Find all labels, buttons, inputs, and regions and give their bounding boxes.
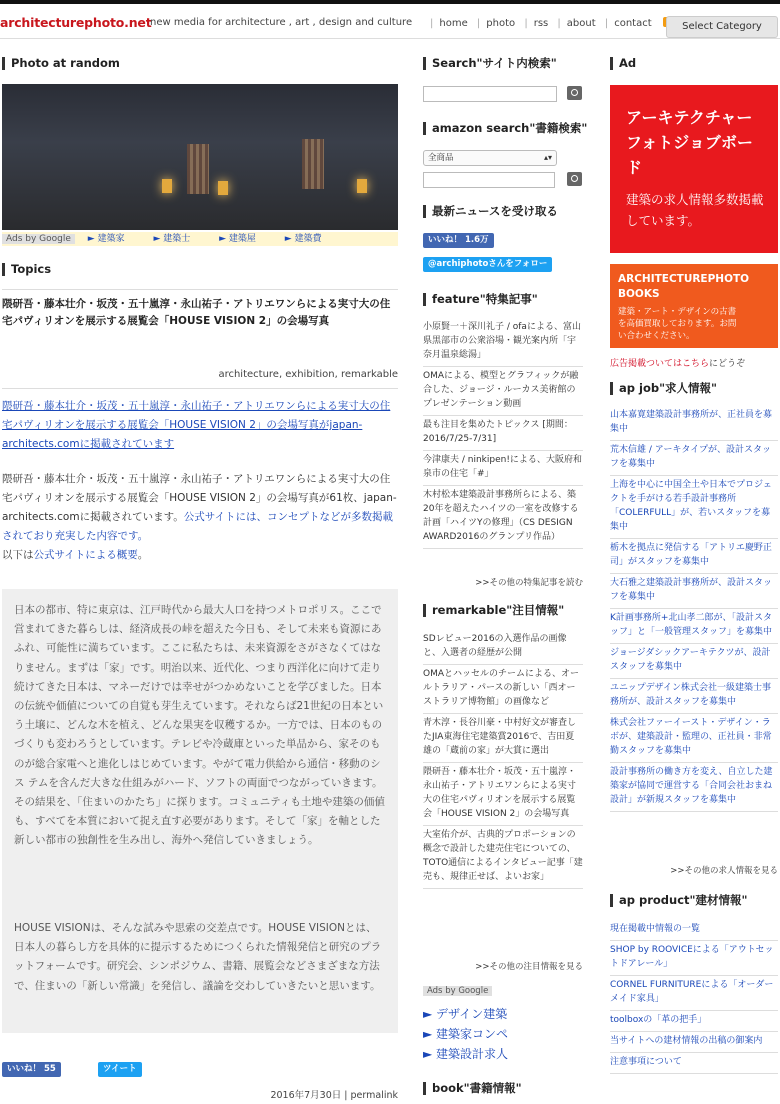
list-item[interactable]: 栃木を拠点に発信する「アトリエ慶野正司」がスタッフを募集中 <box>610 539 778 574</box>
job-board-ad-title: アーキテクチャーフォトジョブボード <box>626 108 753 177</box>
amazon-select-value: 全商品 <box>428 153 454 163</box>
divider <box>2 289 398 290</box>
chevron-down-icon: ▴▾ <box>543 153 552 162</box>
book-section-heading: book"書籍情報" <box>423 1082 522 1095</box>
ad-placement-suffix: にどうぞ <box>709 359 746 369</box>
ad-link[interactable]: ► 建築設計求人 <box>423 1047 509 1061</box>
ad-link[interactable]: ► 建築家コンペ <box>423 1027 509 1041</box>
books-ad[interactable] <box>610 264 778 348</box>
list-item[interactable]: SHOP by ROOVICEによる「アウトセットドアレール」 <box>610 941 778 976</box>
list-item[interactable]: 設計事務所の働き方を変え、自立した建築家が協同で運営する「合同会社おまね設計」が新規スタッフを募集中 <box>610 763 778 812</box>
list-item[interactable]: 青木淳・長谷川豪・中村好文が審査したJIA東海住宅建築賞2016で、吉田夏雄の「蔵前の家」が大賞に選出 <box>423 714 583 763</box>
divider <box>2 388 398 389</box>
photo-section-heading: Photo at random <box>2 57 120 70</box>
ad-placement-note <box>610 356 745 369</box>
list-item[interactable]: 木村松本建築設計事務所らによる、築20年を超えたハイツの一室を改修する計画「ハイツYの修理」（CS DESIGN AWARD2016のグランプリ作品） <box>423 486 583 549</box>
amazon-search-input[interactable] <box>423 172 555 188</box>
quote-paragraph-2: HOUSE VISIONは、そんな試みや思索の交差点です。HOUSE VISIONとは、日本人の暮らし方を具体的に提示するためにつくられた情報発信と研究のプラットフォームです。研究会、シンポジウム、書籍、展覧会などさまざまな方法で、住まいの「新しい常識」を発信し、議論を交わしていきたいと思います。 <box>14 922 382 992</box>
official-site-link[interactable]: 公式サイトには、コンセプトなどが多数掲載されており充実した内容です。 <box>2 511 393 542</box>
list-item[interactable]: 今津康夫 / ninkipen!による、大阪府和泉市の住宅「#」 <box>423 451 583 486</box>
list-item[interactable]: 上海を中心に中国全土や日本でプロジェクトを手がける若手設計事務所「COLERFULL」が、若いスタッフを募集中 <box>610 476 778 539</box>
topics-section-heading: Topics <box>2 263 51 276</box>
official-overview-link[interactable]: 公式サイトによる概要 <box>33 549 138 561</box>
list-item[interactable]: 注意事項について <box>610 1053 778 1074</box>
lamp-decor <box>162 179 172 193</box>
site-header <box>0 4 780 39</box>
lamp-decor <box>218 181 228 195</box>
lamp-decor <box>357 179 367 193</box>
article-body <box>2 470 400 565</box>
top-nav: | home | photo | rss | about | contact <box>424 17 673 29</box>
nav-home[interactable]: home <box>439 18 468 29</box>
list-item[interactable]: 最も注目を集めたトピックス [期間：2016/7/25-7/31] <box>423 416 583 451</box>
search-icon[interactable] <box>567 172 582 186</box>
job-board-ad-sub: 建築の求人情報多数掲載しています。 <box>626 192 764 228</box>
list-item[interactable]: toolboxの「革の把手」 <box>610 1011 778 1032</box>
twitter-follow-button[interactable]: @archiphotoさんをフォロー <box>423 257 552 272</box>
ad-link[interactable]: ► 建築家 <box>87 234 125 244</box>
article-body-text: 隈研吾・藤本壮介・坂茂・五十嵐淳・永山祐子・アトリエワンらによる実寸大の住宅パヴィリオンを展示する展覧会「HOUSE VISION 2」の会場写真が61枚、japan-architects.comに掲載されています。 <box>2 473 397 523</box>
news-section-heading: 最新ニュースを受け取る <box>423 205 558 218</box>
amazon-category-select[interactable] <box>423 150 557 166</box>
ad-link[interactable]: ► 建築屋 <box>219 234 256 244</box>
select-category-button[interactable]: Select Category <box>666 16 778 38</box>
list-item[interactable]: 株式会社ファーイースト・デザイン・ラボが、建築設計・監理の、正社員・非常勤スタッフを募集中 <box>610 714 778 763</box>
feature-more-link[interactable]: >>その他の特集記事を読む <box>475 578 583 588</box>
list-item[interactable]: OMAとハッセルのチームによる、オールトラリア・パースの新しい「西オーストラリア博物館」の画像など <box>423 665 583 714</box>
amazon-section-heading: amazon search"書籍検索" <box>423 122 587 135</box>
list-item[interactable]: 大石雅之建築設計事務所が、設計スタッフを募集中 <box>610 574 778 609</box>
ad-placement-link[interactable]: 広告掲載ついてはこちら <box>610 359 710 369</box>
article-title[interactable]: 隈研吾・藤本壮介・坂茂・五十嵐淳・永山祐子・アトリエワンらによる実寸大の住宅パヴィリオンを展示する展覧会「HOUSE VISION 2」の会場写真 <box>2 298 391 327</box>
job-more-link[interactable]: >>その他の求人情報を見る <box>670 866 778 876</box>
facebook-page-like-button[interactable]: いいね！ 1.6万 <box>423 233 494 248</box>
product-list <box>610 920 778 1074</box>
quote-paragraph-1: 日本の都市、特に東京は、江戸時代から最大人口を持つメトロポリス。ここで営まれてきた暮らしは、経済成長の峠を超えた今日も、そして未来も資源にあふれ、可能性に満ちています。ここに私たちは、未来資源をさがさなくてはなりません。まずは「家」です。明治以来、近代化、つまり西洋化に向けて走り続けてきた日本は、マネーだけでは幸せがつかめないことを学びました。日本の伝統や価値についての自覚も芽生えています。それならば21世紀の日本という土壌に、どんな木を植え、どんな果実を収穫するか。一方では、日本のものづくりも変わろうとしています。テレビや冷蔵庫といった単品から、家そのものが総合家電へと進化しはじめています。やがて電力供給から通信・移動のシス テムを含んだ大きな仕組みがハード、ソフトの両面でつながっていきます。その結果を、「住まいのかたち」に探ります。コミュニティも土地や建築の価値も、すべてを本質において捉え直す必要があります。そして「家」を軸とした新しい都市の独創性を生み出し、海外へ発信していきましょう。 <box>14 604 385 847</box>
ads-badge[interactable]: Ads by Google <box>2 234 75 244</box>
job-section-heading: ap job"求人情報" <box>610 382 717 395</box>
google-ads-bar <box>2 232 398 246</box>
google-ads-links <box>423 1004 583 1064</box>
article-external-link[interactable]: 隈研吾・藤本壮介・坂茂・五十嵐淳・永山祐子・アトリエワンらによる実寸大の住宅パヴィリオンを展示する展覧会「HOUSE VISION 2」の会場写真がjapan-architects.comに掲載されています <box>2 400 391 450</box>
nav-contact[interactable]: contact <box>614 18 652 29</box>
post-date-permalink[interactable]: 2016年7月30日 | permalink <box>270 1090 398 1101</box>
ad-section-heading: Ad <box>610 57 636 70</box>
ads-badge[interactable]: Ads by Google <box>423 986 492 996</box>
ad-link[interactable]: ► 建築費 <box>284 234 322 244</box>
remarkable-section-heading: remarkable"注目情報" <box>423 604 564 617</box>
facebook-like-button[interactable]: いいね！ 55 <box>2 1062 61 1077</box>
list-item[interactable]: 現在掲載中情報の一覧 <box>610 920 778 941</box>
list-item[interactable]: 隈研吾・藤本壮介・坂茂・五十嵐淳・永山祐子・アトリエワンらによる実寸大の住宅パヴィリオンを展示する展覧会「HOUSE VISION 2」の会場写真 <box>423 763 583 826</box>
job-list <box>610 406 778 812</box>
site-search-input[interactable] <box>423 86 557 102</box>
list-item[interactable]: SDレビュー2016の入選作品の画像と、入選者の経歴が公開 <box>423 630 583 665</box>
feature-list <box>423 318 583 549</box>
books-ad-sub: 建築・アート・デザインの古書を高価買取しております。お問い合わせください。 <box>618 307 737 341</box>
list-item[interactable]: K計画事務所+北山孝二郎が、「設計スタッフ」と「一般管理スタッフ」を募集中 <box>610 609 778 644</box>
remarkable-list <box>423 630 583 889</box>
list-item[interactable]: 大室佑介が、古典的プロポーションの概念で設計した建売住宅についての、TOTO通信によるインタビュー記事「建売も、規律正せば、よいお家」 <box>423 826 583 889</box>
nav-rss[interactable]: rss <box>533 18 549 29</box>
list-item[interactable]: ユニップデザイン株式会社一級建築士事務所が、設計スタッフを募集中 <box>610 679 778 714</box>
books-ad-title: ARCHITECTUREPHOTO BOOKS <box>618 273 750 300</box>
tapestry-decor <box>187 144 209 194</box>
list-item[interactable]: OMAによる、模型とグラフィックが融合した、ジョージ・ルーカス美術館のプレゼンテーション動画 <box>423 367 583 416</box>
feature-section-heading: feature"特集記事" <box>423 293 538 306</box>
list-item[interactable]: CORNEL FURNITUREによる「オーダーメイド家具」 <box>610 976 778 1011</box>
list-item[interactable]: 小原賢一＋深川礼子 / ofaによる、富山県黒部市の公衆浴場・観光案内所「宇奈月温泉総湯」 <box>423 318 583 367</box>
nav-about[interactable]: about <box>566 18 596 29</box>
list-item[interactable]: 当サイトへの建材情報の出稿の御案内 <box>610 1032 778 1053</box>
search-section-heading: Search"サイト内検索" <box>423 57 557 70</box>
article-body-prefix: 以下は <box>2 549 34 561</box>
search-icon[interactable] <box>567 86 582 100</box>
tweet-button[interactable]: ツイート <box>98 1062 142 1077</box>
random-photo[interactable] <box>2 84 398 230</box>
remarkable-more-link[interactable]: >>その他の注目情報を見る <box>475 962 583 972</box>
job-board-ad[interactable] <box>610 85 778 253</box>
article-body-suffix: 。 <box>137 549 149 561</box>
ad-link[interactable]: ► デザイン建築 <box>423 1007 508 1021</box>
quote-block <box>2 589 398 1033</box>
list-item[interactable]: 山本嘉寛建築設計事務所が、正社員を募集中 <box>610 406 778 441</box>
list-item[interactable]: ジョージダシックアーキテクツが、設計スタッフを募集中 <box>610 644 778 679</box>
list-item[interactable]: 荒木信雄 / アーキタイプが、設計スタッフを募集中 <box>610 441 778 476</box>
article-tags[interactable]: architecture, exhibition, remarkable <box>218 369 398 380</box>
site-tagline: new media for architecture , art , design and culture <box>150 17 413 28</box>
tapestry-decor <box>302 139 324 189</box>
product-section-heading: ap product"建材情報" <box>610 894 748 907</box>
nav-photo[interactable]: photo <box>486 18 516 29</box>
ad-link[interactable]: ► 建築士 <box>153 234 191 244</box>
site-logo[interactable]: architecturephoto.net <box>0 15 152 30</box>
